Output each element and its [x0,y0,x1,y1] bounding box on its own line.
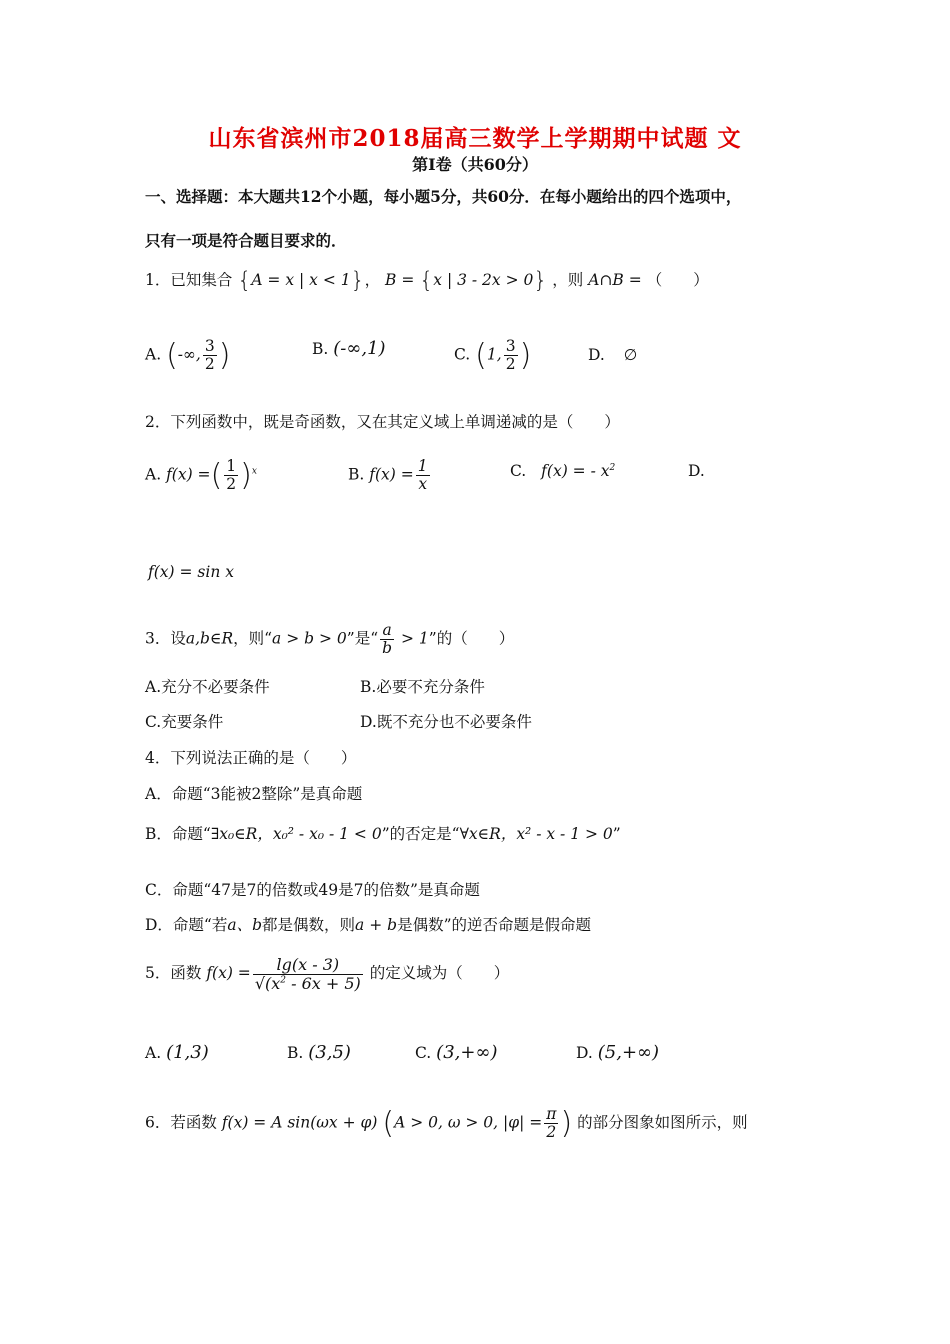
question-1-stem: 1．已知集合 [145,271,233,289]
question-3-option-c: C.充要条件 [145,713,224,731]
question-3: 3．设a,b∈R，则“a > b > 0”是“ $\frac{a}{b}$ > 1”的（ ） [145,621,515,658]
question-2-option-a: A. f(x) =( $\frac{1}{2}$ )$^x$ [145,457,257,494]
question-4-stem: 4．下列说法正确的是（ ） [145,749,357,767]
question-5: 5．函数 f(x) = $\frac{\lg(x - 3)}{√(x^2 - 6x + 5)}$ 的定义域为（ ） [145,955,510,993]
question-5-option-a: A. (1,3) [145,1042,209,1063]
question-2-option-b: B. f(x) = $\frac{1}{x}$ [348,457,428,494]
question-1-expr: A∩B = [588,271,642,289]
question-1-option-a: A. (-∞, $\frac{3}{2}$ ) [145,337,231,374]
question-5-option-c: C. (3,+∞) [415,1042,498,1063]
question-1-set-b: B = {x | 3 - 2x > 0} [385,268,548,294]
section-subtitle: 第Ⅰ卷（共60分） [412,155,538,174]
question-2-option-c: C. f(x) = - $x^2$ [510,462,616,480]
question-1-set-a: {A = x | x < 1} [237,268,365,294]
question-1-blank: （ ） [646,271,709,289]
question-1-then: ，则 [552,271,584,289]
question-4-option-c: C．命题“47是7的倍数或49是7的倍数”是真命题 [145,881,480,899]
question-5-option-b: B. (3,5) [287,1042,351,1063]
question-3-option-b: B.必要不充分条件 [360,678,485,696]
question-6: 6．若函数 f(x) = A sin(ωx + φ) (A > 0, ω > 0, |φ| = $\frac{\pi}{2}$ ) 的部分图象如图所示，则 [145,1105,748,1142]
question-2-stem: 2．下列函数中，既是奇函数，又在其定义域上单调递减的是（ ） [145,413,620,431]
question-4-option-a: A．命题“3能被2整除”是真命题 [145,785,363,803]
question-1-option-b: B. (-∞,1) [312,338,386,359]
section-instructions-line1: 一、选择题：本大题共12个小题，每小题5分，共60分．在每小题给出的四个选项中， [145,187,742,206]
question-3-option-d: D.既不充分也不必要条件 [360,713,532,731]
question-5-option-d: D. (5,+∞) [576,1042,660,1063]
question-1-option-c: C. (1, $\frac{3}{2}$ ) [454,337,532,374]
section-instructions-line2: 只有一项是符合题目要求的． [145,231,347,250]
question-2-option-d-formula: f(x) = sin x [148,563,234,581]
question-1: 1．已知集合 {A = x | x < 1}， B = {x | 3 - 2x > 0} ，则 A∩B = （ ） [145,268,709,294]
question-2-option-d: D. [688,462,705,480]
question-4-option-d: D．命题“若a、b都是偶数，则a + b是偶数”的逆否命题是假命题 [145,916,591,934]
question-1-option-d: D. ∅ [588,346,638,364]
question-3-option-a: A.充分不必要条件 [145,678,270,696]
question-4-option-b: B．命题“∃x₀∈R，x₀² - x₀ - 1 < 0”的否定是“∀x∈R，x² - x - 1 > 0” [145,825,621,843]
page-title: 山东省滨州市2018届高三数学上学期期中试题 文 [208,125,742,152]
